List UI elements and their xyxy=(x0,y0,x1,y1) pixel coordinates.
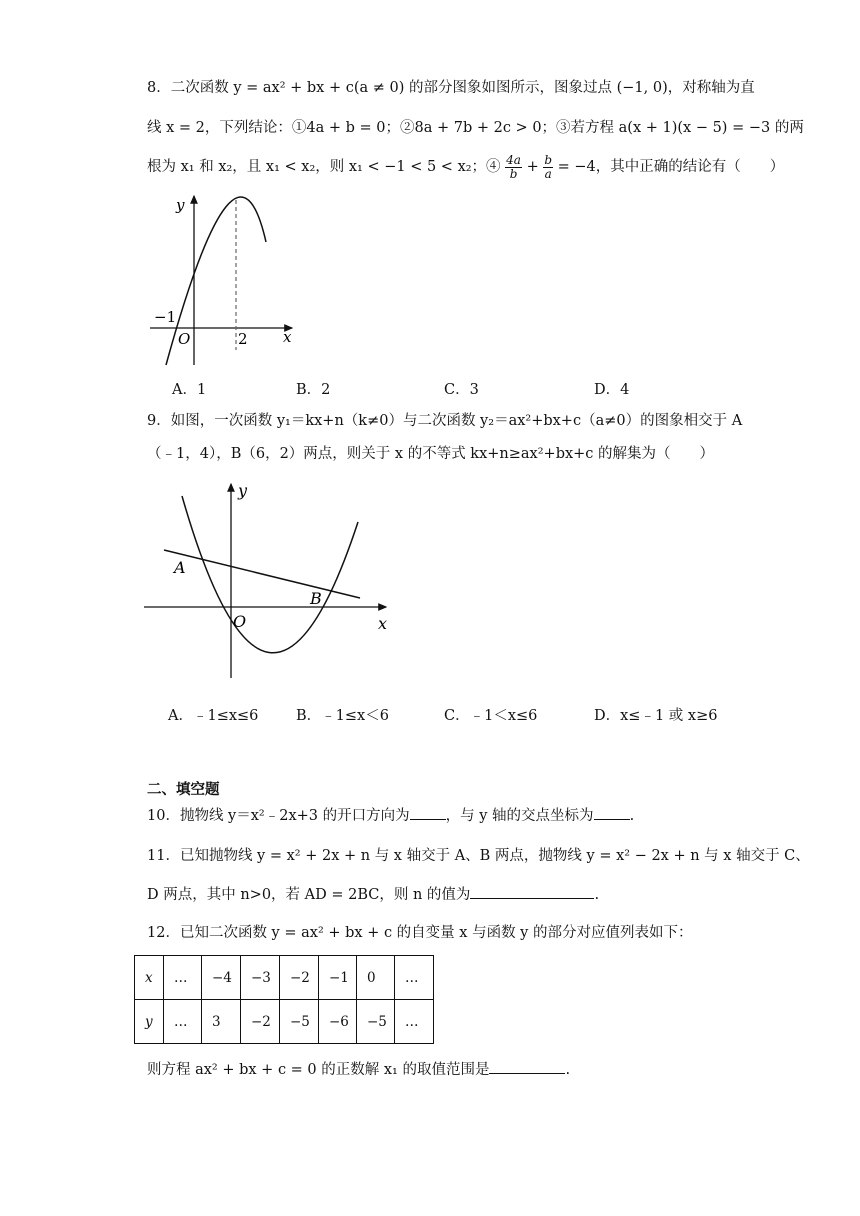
table-cell: −1 xyxy=(319,956,357,1000)
table-cell: −2 xyxy=(280,956,319,1000)
table-cell: … xyxy=(164,1000,202,1044)
q9-choice-c[interactable]: C．﹣1＜x≤6 xyxy=(444,708,538,724)
q8-x-label: x xyxy=(283,328,292,346)
q12-text-line1: 12．已知二次函数 y = ax² + bx + c 的自变量 x 与函数 y 的部分对应值列表如下： xyxy=(147,925,693,941)
table-row xyxy=(135,1000,434,1044)
frac1-numerator: 4a xyxy=(506,152,521,167)
q8-line3-pre: 根为 x₁ 和 x₂，且 x₁ < x₂，则 x₁ < −1 < 5 < x₂；④ xyxy=(147,159,501,175)
table-cell: … xyxy=(395,956,434,1000)
table-row xyxy=(135,956,434,1000)
q8-choice-a[interactable]: A．1 xyxy=(172,382,207,398)
q10-blank-2[interactable] xyxy=(594,805,630,820)
table-cell: −5 xyxy=(280,1000,319,1044)
frac2-numerator: b xyxy=(544,152,553,167)
q8-two-label: 2 xyxy=(238,330,248,348)
q8-fraction-4a-over-b xyxy=(505,154,522,181)
q9-y-label: y xyxy=(238,481,248,500)
q10-post: . xyxy=(629,808,635,824)
q8-neg-one-label: −1 xyxy=(154,308,177,326)
table-cell: −6 xyxy=(319,1000,357,1044)
q10-text xyxy=(147,805,634,826)
q11-line2-pre: D 两点，其中 n>0，若 AD = 2BC，则 n 的值为 xyxy=(147,887,471,903)
q9-choice-d[interactable]: D．x≤﹣1 或 x≥6 xyxy=(594,708,718,724)
q9-point-b-label: B xyxy=(310,589,322,608)
q8-parabola-graph xyxy=(150,190,300,370)
q12-after-post: . xyxy=(565,1062,571,1078)
q9-line-parabola-graph xyxy=(140,476,400,686)
table-cell: −5 xyxy=(357,1000,395,1044)
q8-origin-label: O xyxy=(178,330,191,348)
q11-line2-post: . xyxy=(594,887,600,903)
q8-choice-d[interactable]: D．4 xyxy=(594,382,630,398)
frac-plus: + xyxy=(526,159,539,175)
q9-text-line1: 9．如图，一次函数 y₁＝kx+n（k≠0）与二次函数 y₂＝ax²+bx+c（a≠0）的图象相交于 A xyxy=(147,413,743,429)
q8-text-line1: 8．二次函数 y = ax² + bx + c(a ≠ 0) 的部分图象如图所示，图象过点 (−1, 0)，对称轴为直 xyxy=(147,80,755,96)
q8-y-label: y xyxy=(176,196,185,214)
q10-mid: ，与 y 轴的交点坐标为 xyxy=(445,808,594,824)
q8-choice-b[interactable]: B．2 xyxy=(296,382,331,398)
table-cell: … xyxy=(164,956,202,1000)
q11-text-line1: 11．已知抛物线 y = x² + 2x + n 与 x 轴交于 A、B 两点，抛物线 y = x² − 2x + n 与 x 轴交于 C、 xyxy=(147,848,810,864)
q8-line3-post: = −4，其中正确的结论有（ ） xyxy=(557,159,785,175)
q8-choice-c[interactable]: C．3 xyxy=(444,382,479,398)
q9-linear-line xyxy=(164,550,360,598)
q9-parabola-curve xyxy=(182,496,358,653)
table-cell: −4 xyxy=(202,956,241,1000)
q12-value-table xyxy=(134,955,434,1044)
q12-text-after xyxy=(147,1059,570,1080)
q9-choice-a[interactable]: A．﹣1≤x≤6 xyxy=(168,708,259,724)
q9-text-line2: （﹣1，4），B（6，2）两点，则关于 x 的不等式 kx+n≥ax²+bx+c 的解集为（ ） xyxy=(147,446,715,462)
table-cell: −3 xyxy=(241,956,280,1000)
table-cell: 0 xyxy=(357,956,395,1000)
q10-blank-1[interactable] xyxy=(410,805,446,820)
q9-x-label: x xyxy=(378,614,388,633)
q8-text-line2: 线 x = 2，下列结论：①4a + b = 0；②8a + 7b + 2c > 0；③若方程 a(x + 1)(x − 5) = −3 的两 xyxy=(147,120,804,136)
q8-text-line3 xyxy=(147,150,784,184)
q12-after-pre: 则方程 ax² + bx + c = 0 的正数解 x₁ 的取值范围是 xyxy=(147,1062,490,1078)
q9-point-a-label: A xyxy=(174,558,186,577)
table-cell: … xyxy=(395,1000,434,1044)
table-cell: y xyxy=(135,1000,164,1044)
q9-choice-b[interactable]: B．﹣1≤x＜6 xyxy=(296,708,389,724)
table-cell: 3 xyxy=(202,1000,241,1044)
table-cell: x xyxy=(135,956,164,1000)
q11-text-line2 xyxy=(147,884,599,905)
frac2-denominator: a xyxy=(544,166,552,181)
q12-blank[interactable] xyxy=(489,1059,565,1074)
section-title-fill-in: 二、填空题 xyxy=(147,782,220,798)
q8-fraction-b-over-a xyxy=(543,154,553,181)
q11-blank[interactable] xyxy=(470,884,594,899)
q10-pre: 10．抛物线 y＝x²﹣2x+3 的开口方向为 xyxy=(147,808,410,824)
q9-origin-label: O xyxy=(233,612,247,631)
frac1-denominator: b xyxy=(509,166,518,181)
table-cell: −2 xyxy=(241,1000,280,1044)
